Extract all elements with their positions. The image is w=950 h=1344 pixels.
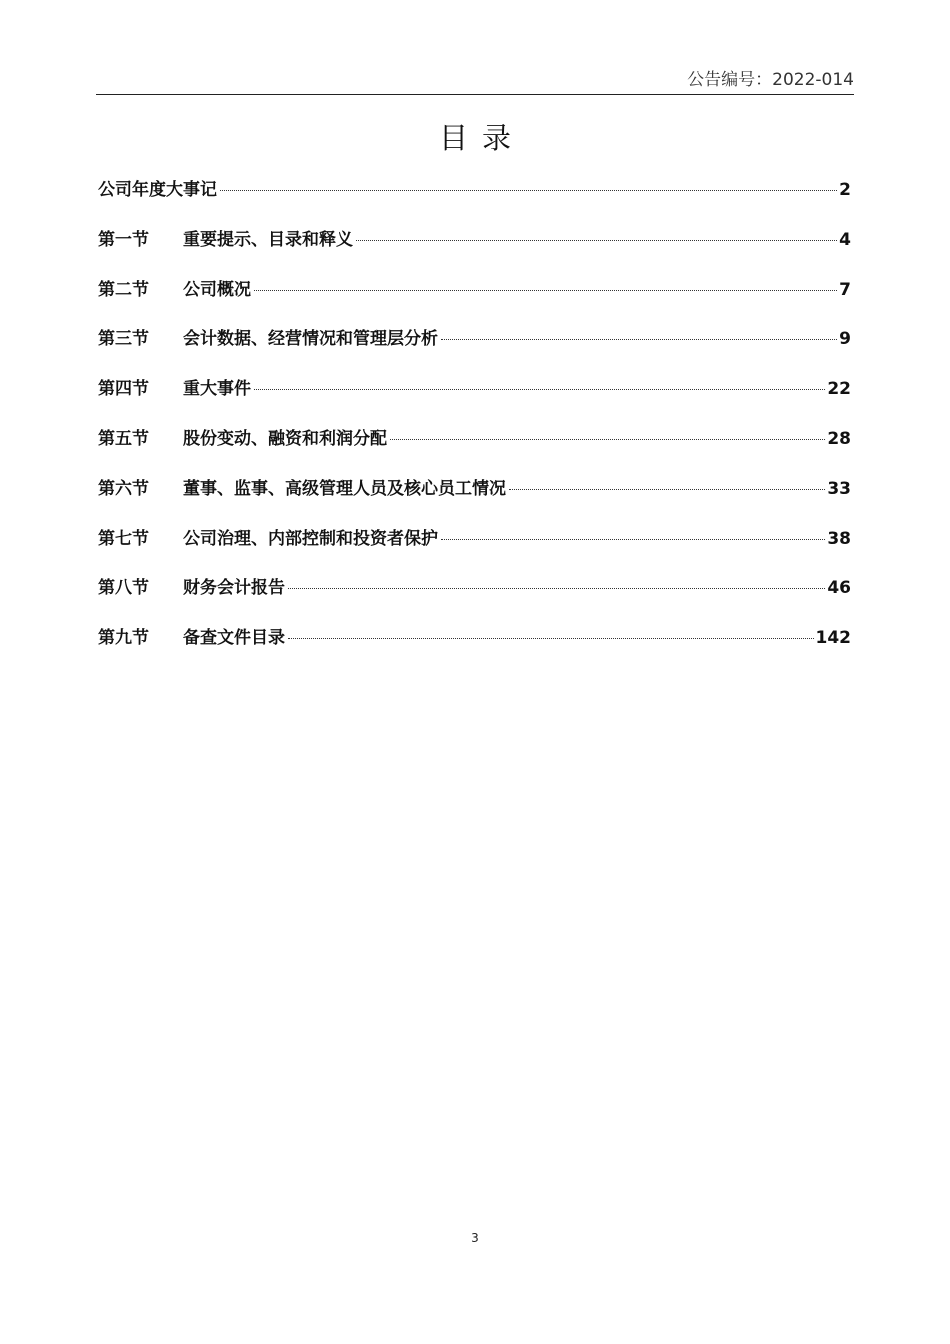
toc-section-label: 第一节 bbox=[98, 229, 149, 250]
toc-entry-title: 股份变动、融资和利润分配 bbox=[183, 428, 387, 449]
page-number: 3 bbox=[471, 1231, 479, 1245]
toc-entry[interactable] bbox=[98, 276, 851, 326]
toc-page-number: 2 bbox=[839, 180, 851, 200]
toc-entry-title: 重要提示、目录和释义 bbox=[183, 229, 353, 250]
toc-page-number: 33 bbox=[827, 478, 851, 499]
toc-dot-leader bbox=[356, 240, 837, 241]
toc-dot-leader bbox=[390, 439, 825, 440]
toc-section-label: 第六节 bbox=[98, 478, 149, 499]
toc-section-label: 第七节 bbox=[98, 528, 149, 549]
toc-page-number: 142 bbox=[815, 628, 851, 649]
toc-page-number: 28 bbox=[827, 428, 851, 449]
document-header bbox=[96, 68, 854, 95]
announcement-number: 公告编号：2022-014 bbox=[687, 70, 854, 90]
toc-page-number: 46 bbox=[827, 578, 851, 599]
toc-page-number: 4 bbox=[839, 229, 851, 250]
toc-dot-leader bbox=[288, 638, 814, 639]
toc-dot-leader bbox=[509, 489, 825, 490]
toc-entry[interactable] bbox=[98, 176, 851, 226]
toc-entry[interactable] bbox=[98, 425, 851, 475]
toc-page-number: 9 bbox=[839, 329, 851, 350]
toc-entry[interactable] bbox=[98, 574, 851, 624]
toc-entry-title: 公司概况 bbox=[183, 279, 251, 300]
toc-section-label: 第三节 bbox=[98, 329, 149, 350]
toc-entry[interactable] bbox=[98, 475, 851, 525]
toc-section-label: 第八节 bbox=[98, 578, 149, 599]
toc-dot-leader bbox=[254, 290, 837, 291]
toc-entry[interactable] bbox=[98, 624, 851, 674]
toc-dot-leader bbox=[288, 588, 825, 589]
toc-entry-title: 公司年度大事记 bbox=[98, 180, 217, 200]
toc-entry-title: 备查文件目录 bbox=[183, 628, 285, 649]
toc-entry-title: 董事、监事、高级管理人员及核心员工情况 bbox=[183, 478, 506, 499]
toc-entry[interactable] bbox=[98, 226, 851, 276]
toc-dot-leader bbox=[441, 539, 825, 540]
toc-dot-leader bbox=[220, 190, 837, 191]
toc-entry[interactable] bbox=[98, 525, 851, 575]
toc-entry-title: 财务会计报告 bbox=[183, 578, 285, 599]
toc-page-number: 38 bbox=[827, 528, 851, 549]
toc-page-number: 22 bbox=[827, 379, 851, 400]
toc-dot-leader bbox=[254, 389, 825, 390]
table-of-contents bbox=[98, 176, 851, 674]
toc-entry[interactable] bbox=[98, 375, 851, 425]
toc-section-label: 第五节 bbox=[98, 428, 149, 449]
toc-dot-leader bbox=[441, 339, 837, 340]
toc-entry-title: 公司治理、内部控制和投资者保护 bbox=[183, 528, 438, 549]
toc-section-label: 第四节 bbox=[98, 379, 149, 400]
toc-entry-title: 重大事件 bbox=[183, 379, 251, 400]
toc-title: 目录 bbox=[438, 121, 525, 155]
toc-section-label: 第二节 bbox=[98, 279, 149, 300]
toc-section-label: 第九节 bbox=[98, 628, 149, 649]
toc-entry[interactable] bbox=[98, 325, 851, 375]
toc-page-number: 7 bbox=[839, 279, 851, 300]
toc-entry-title: 会计数据、经营情况和管理层分析 bbox=[183, 329, 438, 350]
